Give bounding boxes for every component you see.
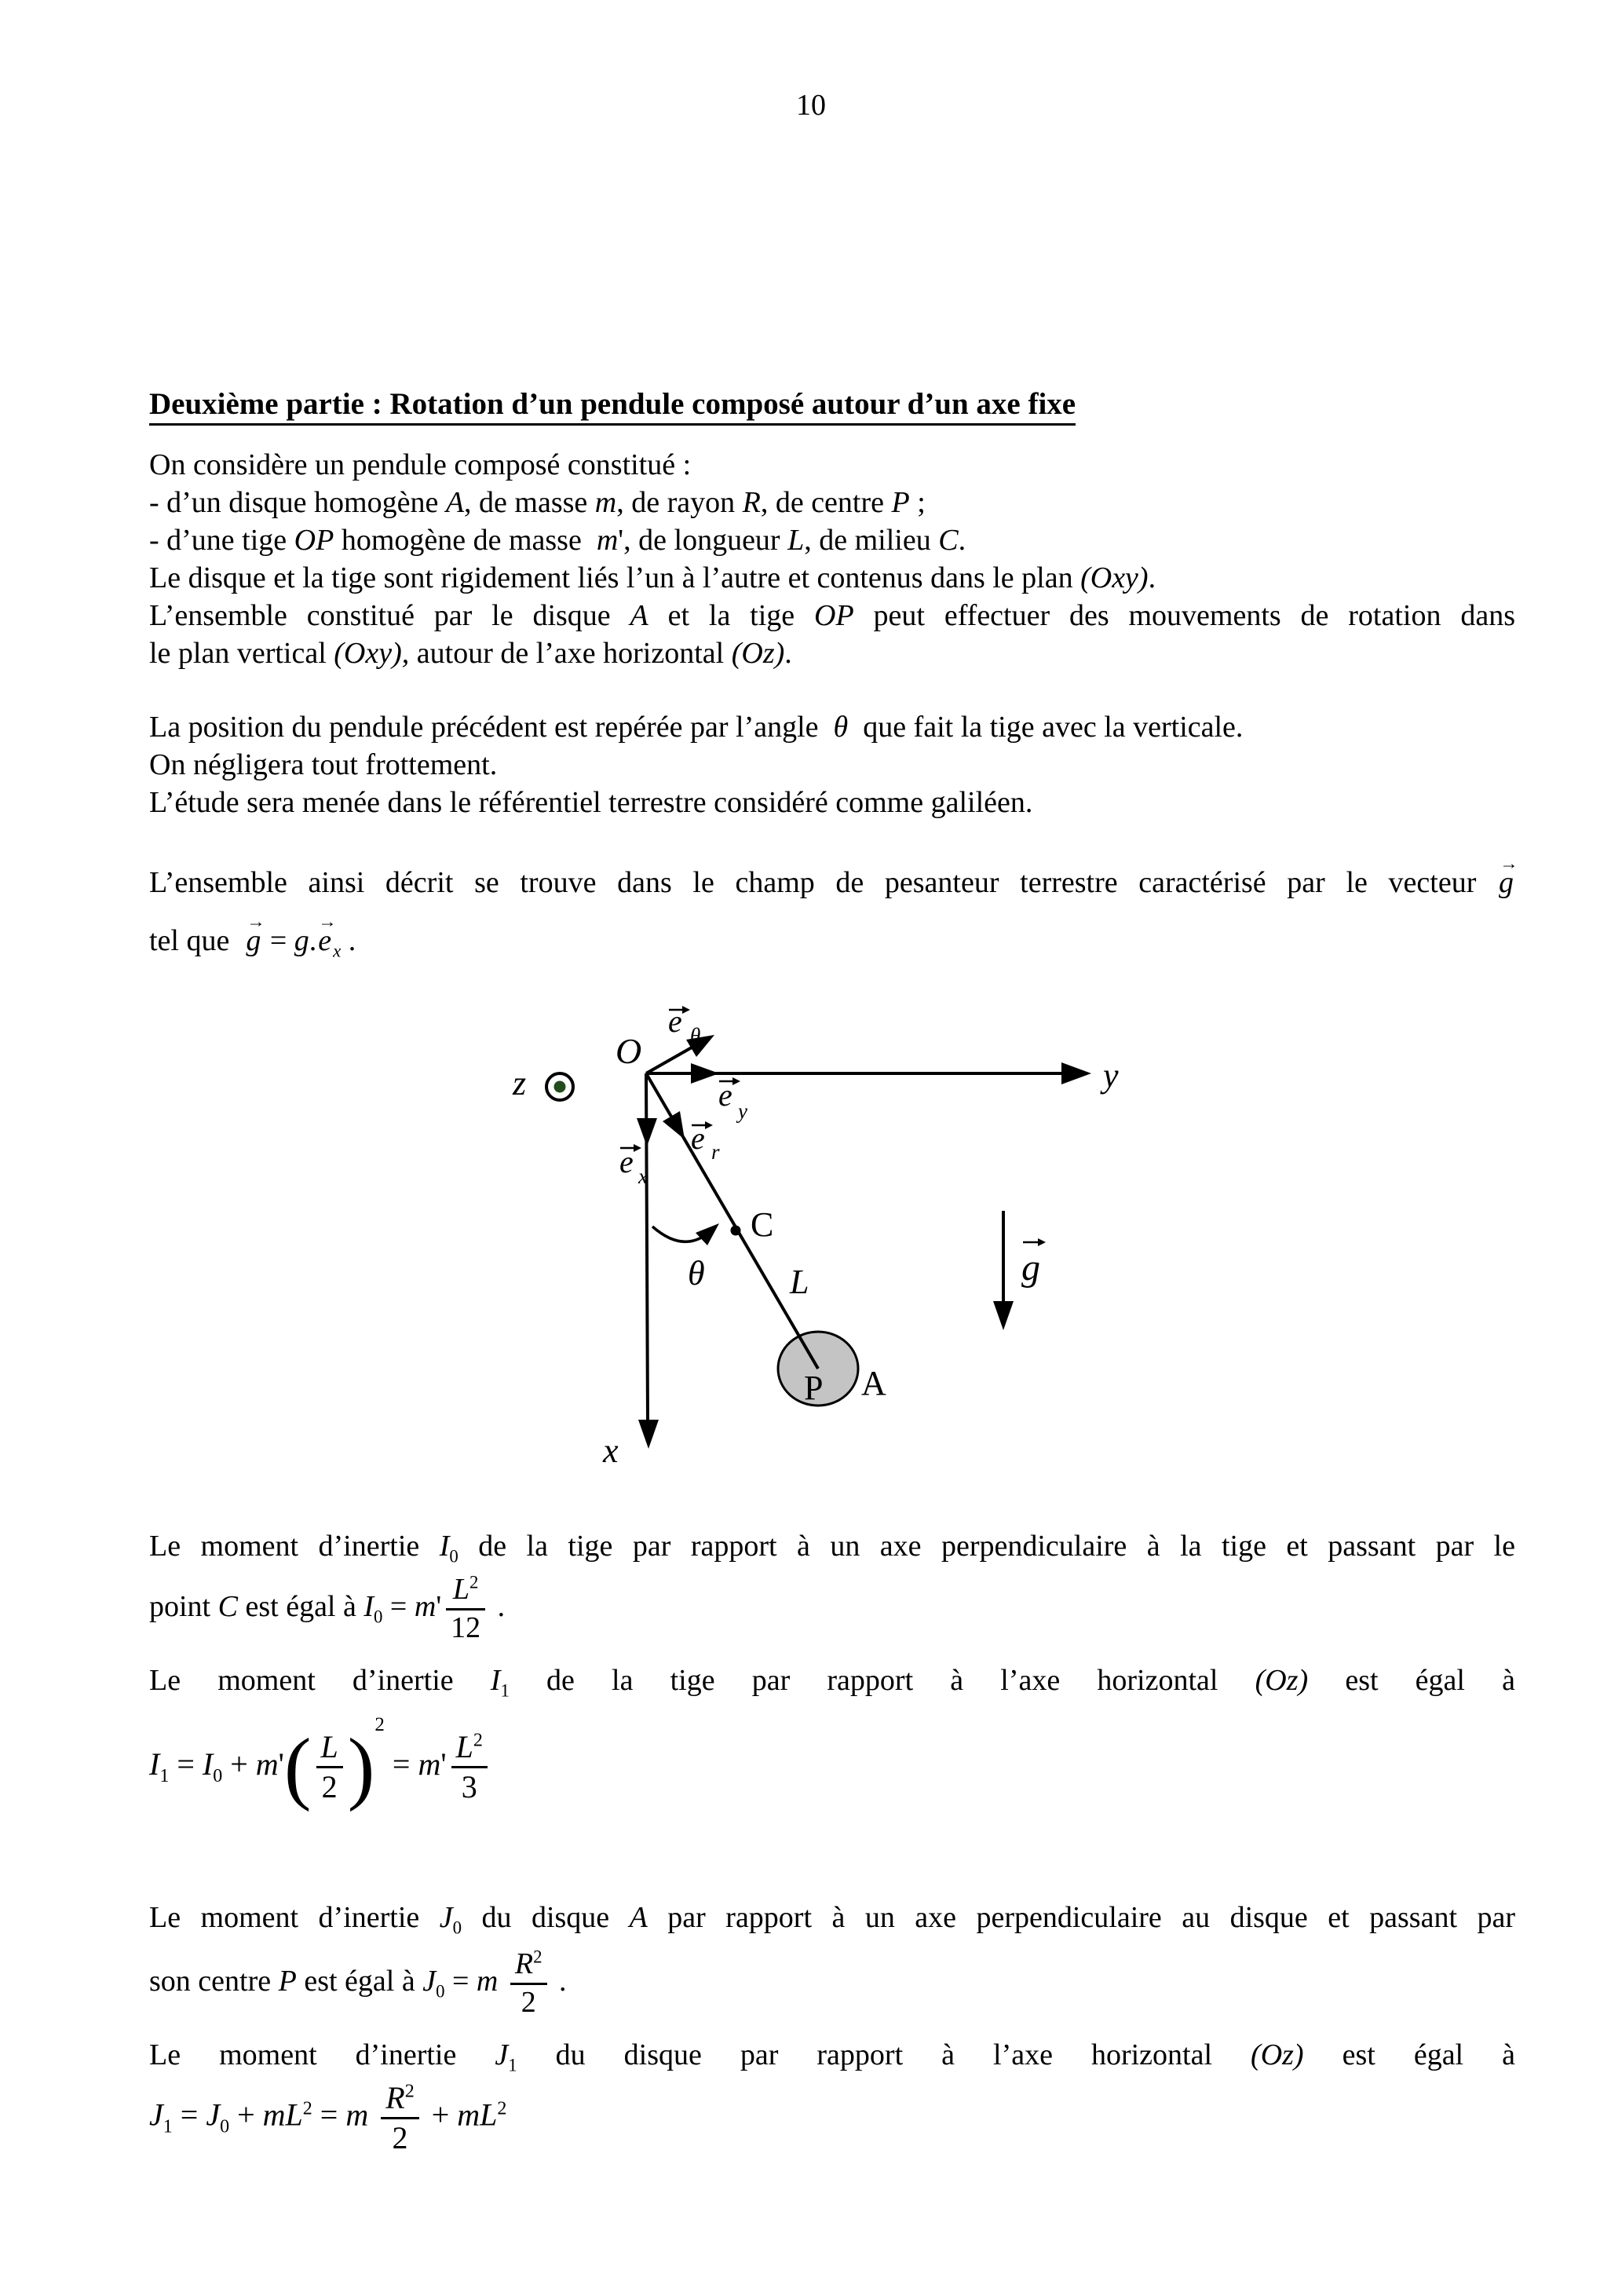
label-e-y-sub: y [738, 1099, 747, 1123]
paragraph-line: On négligera tout frottement. [149, 748, 498, 781]
page-number: 10 [796, 89, 826, 122]
paragraph-line: - d’une tige OP homogène de masse m', de longueur L, de milieu C. [149, 524, 966, 557]
formula-I0: point C est égal à $I_0 = m'$ $\frac{L^2}{12}$ . [149, 1572, 506, 1644]
paragraph-line: Le moment d’inertie $I_0$ de la tige par rapport à un axe perpendiculaire à la tige et passant par le [149, 1530, 1515, 1567]
section-title [149, 386, 1515, 422]
label-e-r: e [691, 1121, 705, 1156]
pendulum-figure [471, 978, 1162, 1512]
paragraph-gravity [149, 864, 1515, 960]
label-e-theta: e [668, 1004, 682, 1039]
label-theta: θ [688, 1254, 705, 1292]
label-A: A [861, 1364, 886, 1402]
section-title-text: Deuxième partie : Rotation d’un pendule composé autour d’un axe fixe [149, 387, 1076, 426]
paragraph-line: - d’un disque homogène A, de masse m, de rayon R, de centre P ; [149, 486, 926, 519]
paragraph-line: L’ensemble ainsi décrit se trouve dans le champ de pesanteur terrestre caractérisé par le vecteur → g [149, 864, 1515, 901]
label-e-x-sub: x [638, 1164, 648, 1188]
label-C: C [751, 1205, 774, 1244]
paragraph-line: La position du pendule précédent est repérée par l’angle θ que fait la tige avec la verticale. [149, 711, 1244, 744]
paragraph-line: On considère un pendule composé constitué : [149, 448, 692, 481]
x-axis-arrowhead [638, 1420, 659, 1449]
theta-arc-arrowhead [696, 1223, 719, 1245]
paragraph-disc-inertia [149, 1899, 1515, 2155]
e-theta-line [646, 1044, 697, 1073]
label-e-theta-sub: θ [690, 1024, 701, 1047]
label-x: x [603, 1431, 619, 1470]
label-O: O [616, 1031, 642, 1071]
label-e-r-sub: r [711, 1140, 720, 1164]
label-P: P [804, 1369, 824, 1407]
paragraph-line: Le disque et la tige sont rigidement liés l’un à l’autre et contenus dans le plan (Oxy). [149, 561, 1156, 594]
paragraph-intro [149, 446, 1515, 672]
paragraph-line: tel que → $g = g.\to e_x$ . [149, 922, 1515, 960]
paragraph-line: Le moment d’inertie $J_0$ du disque A par rapport à un axe perpendiculaire au disque et passant par [149, 1901, 1515, 1938]
paragraph-line: Le moment d’inertie $I_1$ de la tige par rapport à l’axe horizontal (Oz) est égal à [149, 1663, 1515, 1701]
formula-J1: $J_1 = J_0 + mL^2 = m$ $\frac{R^2}{2}$ + $mL^2$ [149, 2079, 507, 2155]
label-z: z [513, 1064, 527, 1102]
e-y-arrowhead [691, 1063, 719, 1084]
paragraph-line: L’étude sera menée dans le référentiel terrestre considéré comme galiléen. [149, 786, 1033, 819]
paragraph-rod-inertia [149, 1527, 1515, 1812]
label-y: y [1103, 1056, 1119, 1095]
vector-overline-arrows [620, 1006, 1046, 1246]
g-vector-arrowhead [993, 1301, 1014, 1330]
formula-I1: $I_1 = I_0 + m'$( $\frac{L}{2}$ )$^2$ = m' $\frac{L^2}{3}$ [149, 1706, 1515, 1804]
paragraph-line: le plan vertical (Oxy), autour de l’axe horizontal (Oz). [149, 637, 792, 670]
z-axis-dot [554, 1081, 566, 1093]
paragraph-line: L’ensemble constitué par le disque A et la tige OP peut effectuer des mouvements de rotation dans [149, 599, 1515, 632]
paragraph-position [149, 708, 1515, 821]
label-e-x: e [619, 1144, 634, 1179]
y-axis-arrowhead [1061, 1062, 1091, 1084]
e-x-arrowhead [637, 1118, 657, 1146]
label-e-y: e [718, 1077, 732, 1113]
label-g: g [1021, 1247, 1040, 1289]
formula-J0: son centre P est égal à $J_0 = m$ $\frac{R^2}{2}$ . [149, 1947, 567, 2019]
e-r-arrowhead [663, 1111, 685, 1139]
point-C-dot [731, 1226, 741, 1236]
paragraph-line: Le moment d’inertie $J_1$ du disque par rapport à l’axe horizontal (Oz) est égal à [149, 2038, 1515, 2075]
label-L: L [790, 1263, 809, 1301]
